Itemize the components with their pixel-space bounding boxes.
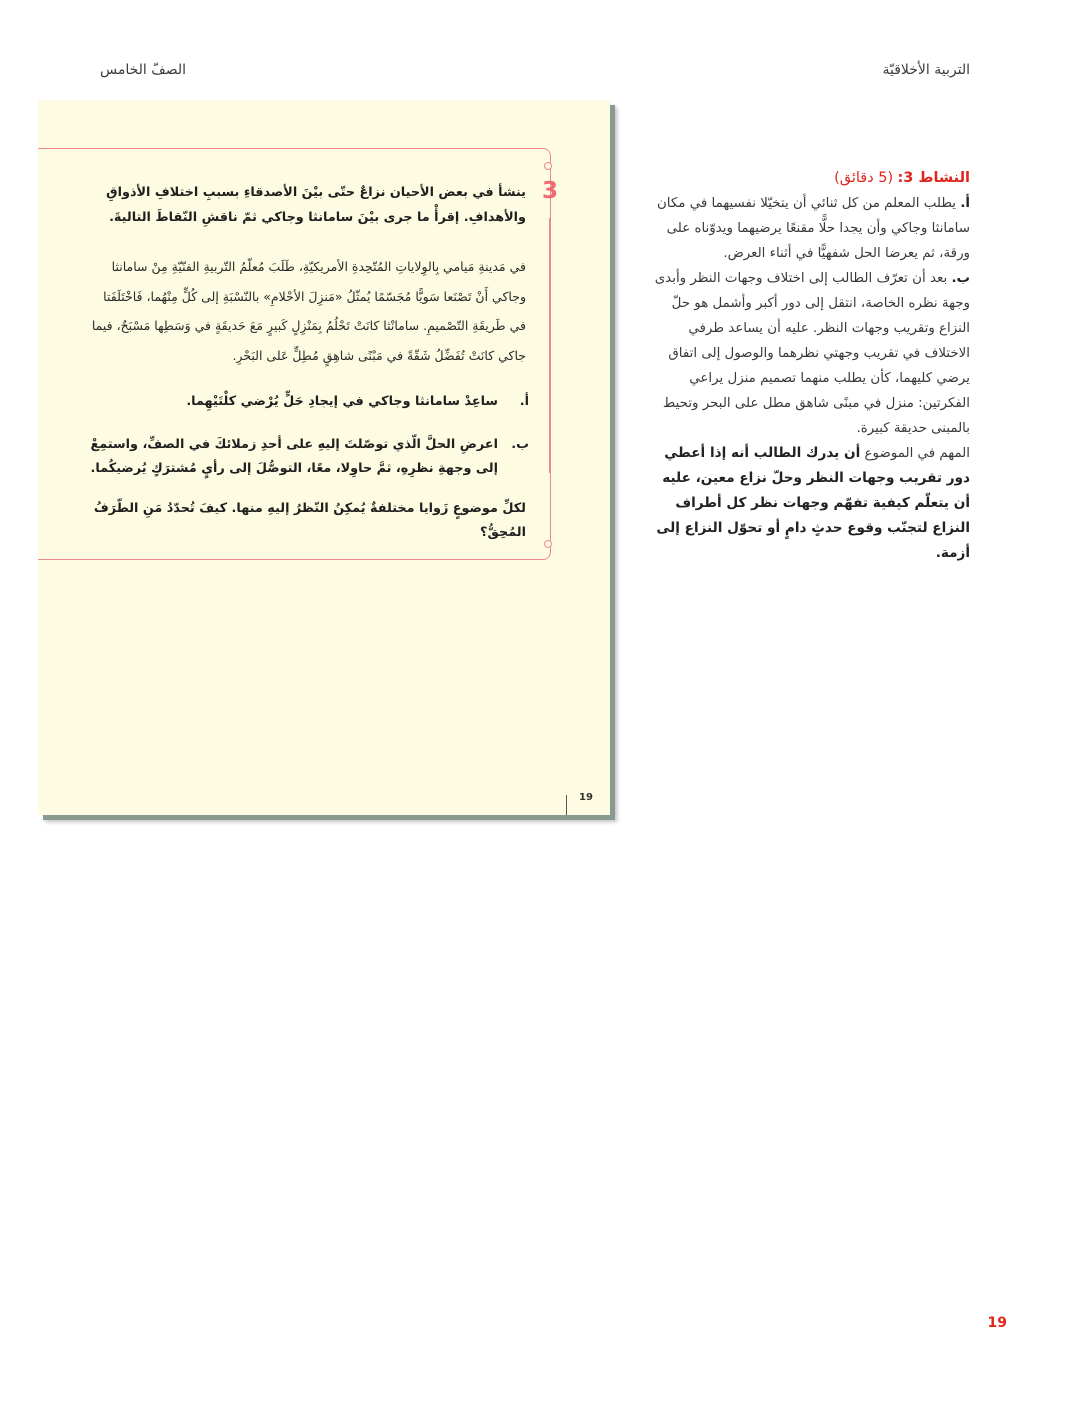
activity-heading: [650, 166, 970, 191]
activity-duration: (5 دقائق): [834, 170, 894, 186]
question-item-b: [86, 433, 529, 481]
note-b-label: ب.: [951, 271, 970, 286]
note-a-text: يطلب المعلم من كل ثنائي أن يتخيّلا نفسيهما في مكان سامانثا وجاكي وأن يجدا حلًّا مقنعًا يرضيهما ويدوّناه على ورقة، ثم يعرضا الحل شفهيًّا في أثناء العرض.: [656, 196, 970, 261]
note-a: [650, 191, 970, 266]
note-b-text: بعد أن تعرّف الطالب إلى اختلاف وجهات النظر وأبدى وجهة نظره الخاصة، انتقل إلى دور أكبر وأشمل هو حلّ النزاع وتقريب وجهات النظر. عليه أن يساعد طرفي الاختلاف في تقريب وجهتي نظرهما والوصول إلى اتفاق يرضي كليهما، كأن يطلب منهما تصميم منزل يراعي الفكرتين: منزل في مبنًى شاهق مطل على البحر وتحيط بالمبنى حديقة كبيرة.: [654, 271, 970, 436]
student-book-page: [38, 100, 610, 815]
important-prefix: المهم في الموضوع: [864, 446, 970, 461]
page-number-rule: [566, 795, 567, 815]
question-rule: [549, 218, 550, 473]
item-a-text: ساعِدْ سامانثا وجاكي في إيجادِ حَلٍّ يُرْضي كلْتَيْهِما.: [186, 394, 498, 409]
note-b: [650, 266, 970, 441]
story-paragraph: في مَدينةِ مَيامي بِالوِلاياتِ المُتّحِدةِ الأمريكيّةِ، طَلَبَ مُعلّمُ التّربيةِ الفنّيّةِ مِنْ سامانثا وجاكي أَنْ تَصْنَعا سَويًّا مُجَسّمًا يُمثّلُ «مَنزِلَ الأحْلامِ» بالنّسْبَةِ إلى كُلٍّ مِنْهُما، فَاخْتَلَفَتا في طَريقَةِ التّصْميمِ. سامانْثا كانَتْ تَحْلُمُ بِمَنْزِلٍ كَبيرٍ مَعَ حَديقَةٍ في وَسَطِها مَسْبَحٌ، فيما جاكي كانَتْ تُفَضِّلُ شَقّةً في مَبْنًى شاهِقٍ مُطِلٍّ عَلى البَحْرِ.: [91, 259, 526, 363]
item-b-label: ب.: [511, 437, 529, 452]
frame-marker-top: [544, 162, 552, 170]
item-b-text: اعرضِ الحلَّ الّذي توصّلتَ إليهِ على أحدِ زملائكَ في الصفِّ، واستمِعْ إلى وجهةِ نظرِهِ، ثمَّ حاوِلا، معًا، التوصُّلَ إلى رأيٍ مُشترَكٍ يُرضيكُما.: [90, 437, 498, 476]
question-number: 3: [542, 178, 559, 204]
teacher-notes: [650, 166, 970, 566]
activity-title: النشاط 3:: [897, 170, 970, 186]
final-question: لكلِّ موضوعٍ زَوايا مختلفةٌ يُمكِنُ النّظرُ إليهِ منها. كيفَ تُحدّدُ مَنِ الطّرَفُ المُحِقُّ؟: [93, 501, 526, 540]
note-important: [650, 441, 970, 566]
important-text: أن يدرك الطالب أنه إذا أعطي دور تقريب وجهات النظر وحلّ نزاع معين، عليه أن يتعلّم كيفية تفهّم وجهات نظر كل أطراف النزاع لتجنّب وقوع حدثٍ دامٍ أو تحوّل النزاع إلى أزمة.: [656, 445, 970, 561]
note-a-label: أ.: [960, 196, 970, 211]
item-a-label: أ.: [519, 394, 529, 409]
subject-title: التربية الأخلاقيّة: [882, 62, 970, 78]
page-number: 19: [987, 1315, 1007, 1331]
student-book-page-number: 19: [579, 792, 593, 803]
frame-marker-bottom: [544, 540, 552, 548]
question-item-a: [86, 390, 529, 414]
grade-title: الصفّ الخامس: [100, 62, 187, 78]
question-text: ينشأ في بعض الأحيان نزاعٌ حتّى بيْنَ الأصدقاءِ بسببِ اختلافِ الأذواقِ والأهدافِ. إقرأْ ما جرى بيْنَ سامانثا وجاكي ثمّ ناقشِ النّقاطَ التاليةَ.: [106, 185, 526, 225]
